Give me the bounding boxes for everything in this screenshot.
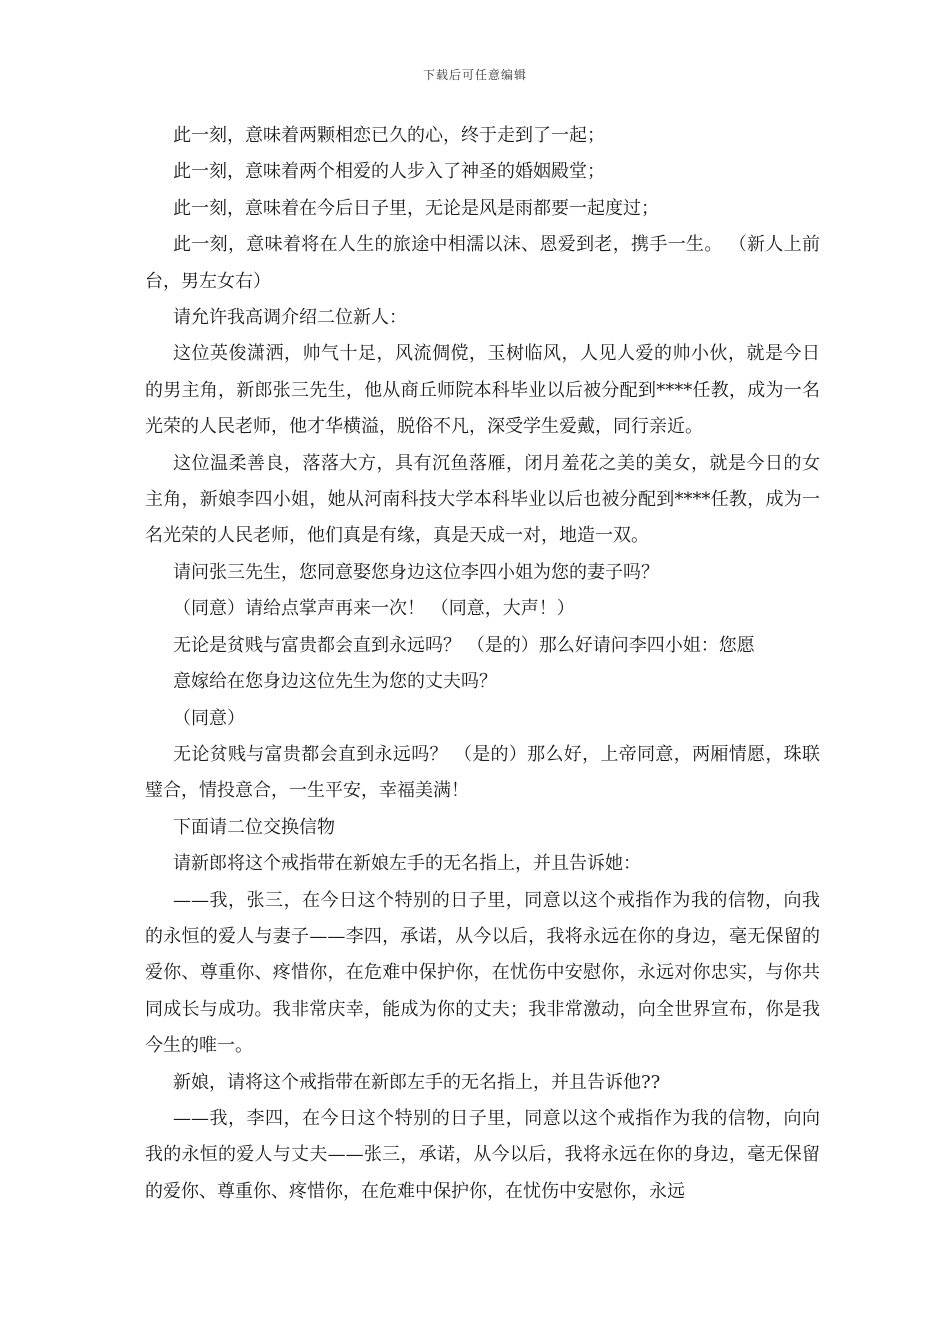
- document-body: [145, 118, 820, 1210]
- paragraph: 这位温柔善良，落落大方，具有沉鱼落雁，闭月羞花之美的美女，就是今日的女主角，新娘李四小姐，她从河南科技大学本科毕业以后也被分配到****任教，成为一名光荣的人民老师，他们真是有缘，真是天成一对，地造一双。: [145, 452, 820, 547]
- paragraph: ——我，张三，在今日这个特别的日子里，同意以这个戒指作为我的信物，向我的永恒的爱人与妻子——李四，承诺，从今以后，我将永远在你的身边，毫无保留的爱你、尊重你、疼惜你，在危难中保护你，在忧伤中安慰你，永远对你忠实，与你共同成长与成功。我非常庆幸，能成为你的丈夫；我非常激动，向全世界宣布，你是我今生的唯一。: [145, 889, 820, 1057]
- paragraph: 无论是贫贱与富贵都会直到永远吗？ （是的）那么好请问李四小姐：您愿: [173, 634, 755, 656]
- paragraph: 此一刻，意味着两颗相恋已久的心，终于走到了一起；: [173, 125, 605, 146]
- paragraph: 此一刻，意味着在今后日子里，无论是风是雨都要一起度过；: [173, 197, 659, 219]
- paragraph: 请允许我高调介绍二位新人：: [173, 307, 407, 329]
- paragraph: 这位英俊潇洒，帅气十足，风流倜傥，玉树临风，人见人爱的帅小伙，就是今日的男主角，新郎张三先生，他从商丘师院本科毕业以后被分配到****任教，成为一名光荣的人民老师，他才华横溢，脱俗不凡，深受学生爱戴，同行亲近。: [145, 343, 820, 438]
- page-header: 下载后可任意编辑: [422, 68, 527, 82]
- paragraph: ——我，李四，在今日这个特别的日子里，同意以这个戒指作为我的信物，向向我的永恒的爱人与丈夫——张三，承诺，从今以后，我将永远在你的身边，毫无保留的爱你、尊重你、疼惜你，在危难中保护你，在忧伤中安慰你，永远: [145, 1107, 820, 1202]
- paragraph: 下面请二位交换信物: [173, 816, 335, 838]
- paragraph: 请问张三先生，您同意娶您身边这位李四小姐为您的妻子吗？: [173, 561, 659, 583]
- paragraph: 意嫁给在您身边这位先生为您的丈夫吗？: [173, 671, 497, 693]
- paragraph: 请新郎将这个戒指带在新娘左手的无名指上，并且告诉她：: [173, 853, 641, 875]
- paragraph: （同意）: [173, 707, 245, 729]
- paragraph: （同意）请给点掌声再来一次！ （同意，大声！）: [173, 598, 575, 620]
- paragraph: 此一刻，意味着两个相爱的人步入了神圣的婚姻殿堂；: [173, 161, 605, 183]
- paragraph: 无论贫贱与富贵都会直到永远吗？ （是的）那么好，上帝同意，两厢情愿，珠联璧合，情投意合，一生平安，幸福美满！: [145, 743, 820, 802]
- paragraph: 此一刻，意味着将在人生的旅途中相濡以沫、恩爱到老，携手一生。 （新人上前台，男左女右）: [145, 234, 820, 292]
- paragraph: 新娘，请将这个戒指带在新郎左手的无名指上，并且告诉他??: [173, 1071, 661, 1093]
